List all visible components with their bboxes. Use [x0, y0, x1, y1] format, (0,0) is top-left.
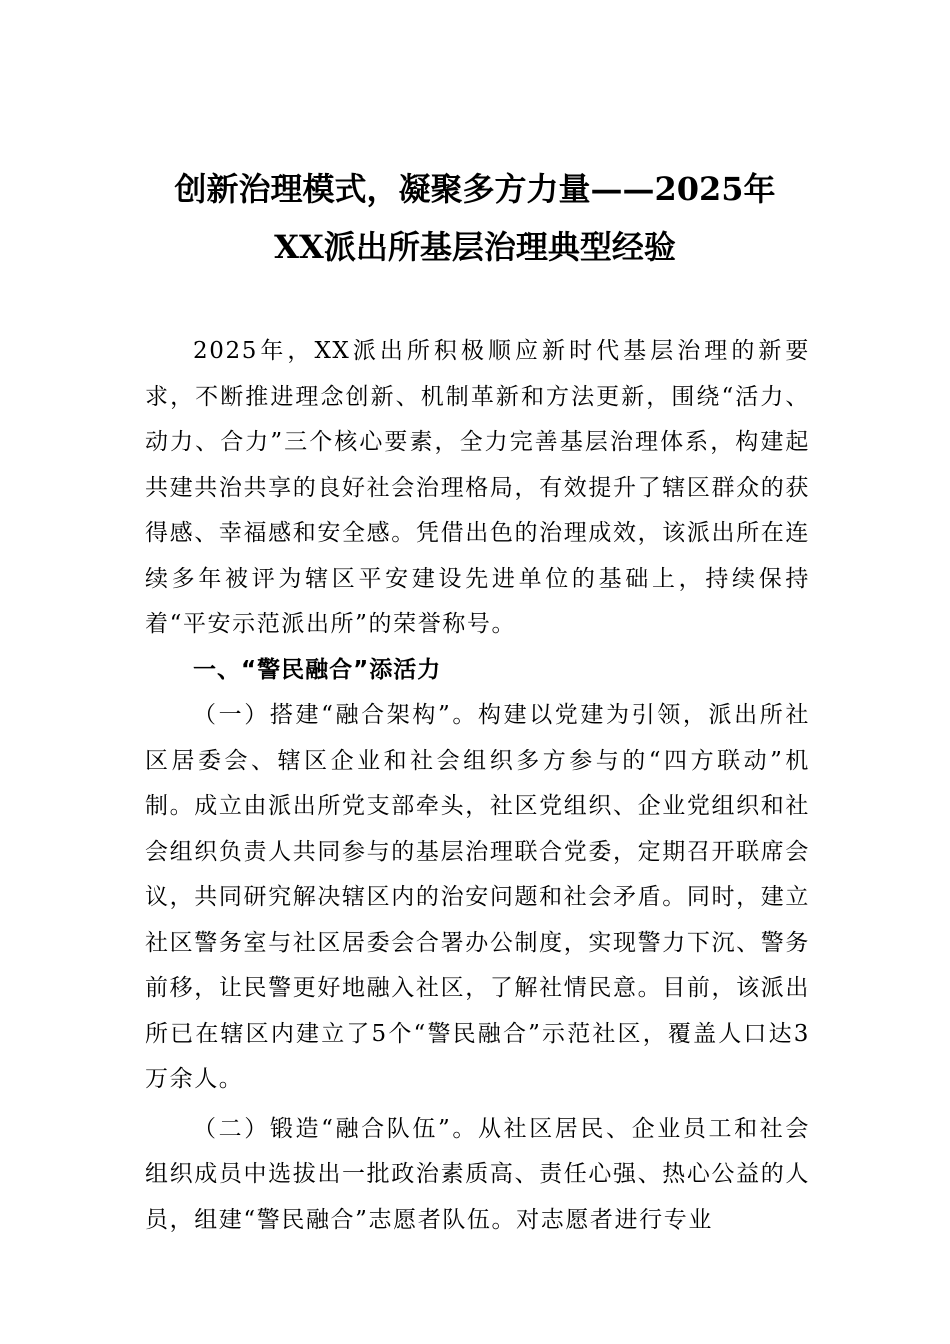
subsection-2-lead: （二）锻造“融合队伍”。: [193, 1115, 478, 1142]
subsection-1-paragraph: [145, 693, 810, 1103]
section-1-heading: 一、“警民融合”添活力: [193, 656, 442, 683]
document-body: [145, 329, 810, 1243]
subsection-1-text: 构建以党建为引领，派出所社区居委会、辖区企业和社会组织多方参与的“四方联动”机制。成立由派出所党支部牵头，社区党组织、企业党组织和社会组织负责人共同参与的基层治理联合党委，定期召开联席会议，共同研究解决辖区内的治安问题和社会矛盾。同时，建立社区警务室与社区居委会合署办公制度，实现警力下沉、警务前移，让民警更好地融入社区，了解社情民意。目前，该派出所已在辖区内建立了5个“警民融合”示范社区，覆盖人口达3万余人。: [145, 702, 810, 1092]
title-line-1: 创新治理模式，凝聚多方力量——2025年: [174, 170, 776, 208]
subsection-1-lead: （一）搭建“融合架构”。: [193, 702, 478, 728]
title-line-2: XX派出所基层治理典型经验: [274, 228, 676, 266]
subsection-2-paragraph: [145, 1107, 810, 1244]
intro-paragraph: 2025年，XX派出所积极顺应新时代基层治理的新要求，不断推进理念创新、机制革新和方法更新，围绕“活力、动力、合力”三个核心要素，全力完善基层治理体系，构建起共建共治共享的良好社会治理格局，有效提升了辖区群众的获得感、幸福感和安全感。凭借出色的治理成效，该派出所在连续多年被评为辖区平安建设先进单位的基础上，持续保持着“平安示范派出所”的荣誉称号。: [145, 338, 810, 637]
document-title: [100, 160, 850, 276]
subsection-2-text: 从社区居民、企业员工和社会组织成员中选拔出一批政治素质高、责任心强、热心公益的人员，组建“警民融合”志愿者队伍。对志愿者进行专业: [145, 1115, 810, 1233]
